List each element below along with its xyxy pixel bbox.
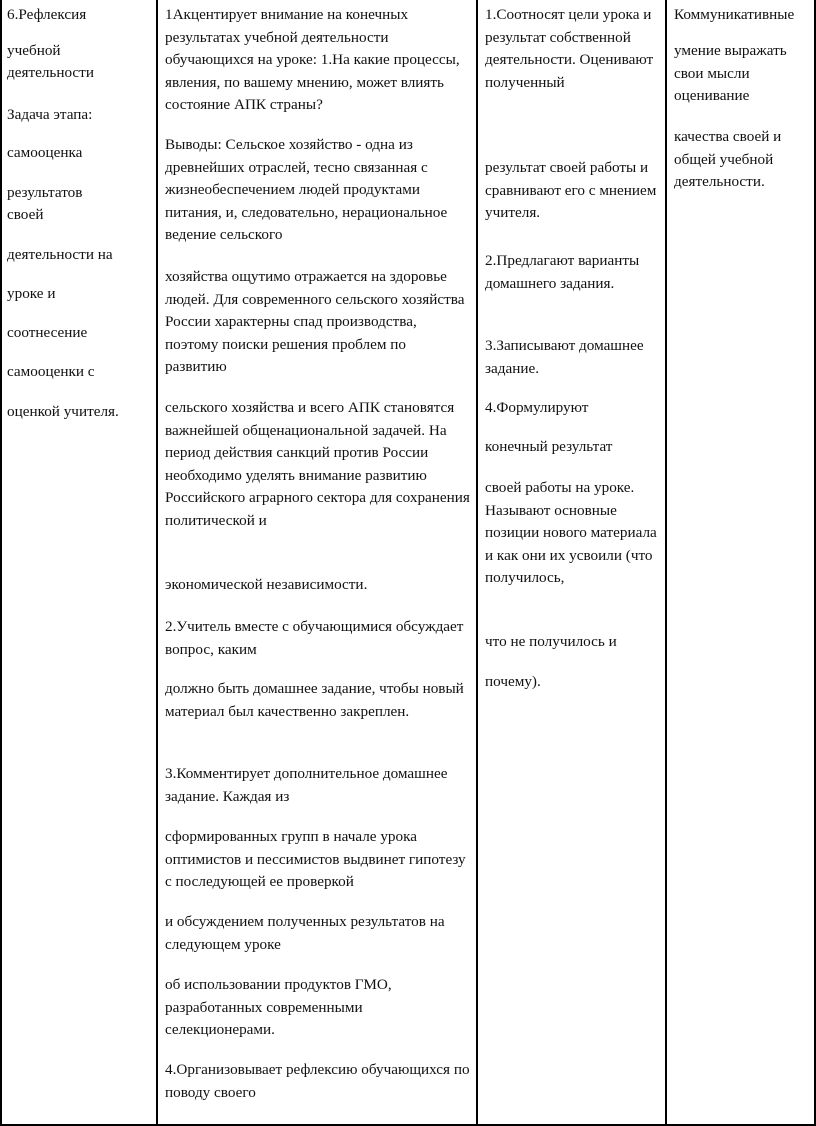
student-paragraph: 4.Формулируют	[485, 399, 589, 416]
competence-paragraph: Коммуникативные	[674, 6, 795, 23]
competence-paragraph: качества своей и общей учебной деятельности.	[674, 128, 782, 191]
teacher-paragraph: экономической независимости.	[165, 576, 368, 593]
stage-line: самооценки с	[7, 363, 95, 380]
stage-line: результатов	[7, 184, 83, 201]
student-paragraph: почему).	[485, 673, 541, 690]
teacher-paragraph: 3.Комментирует дополнительное домашнее задание. Каждая из	[165, 765, 448, 805]
teacher-paragraph: Выводы: Сельское хозяйство - одна из древнейших отраслей, тесно связанная с жизнеобеспечением людей продуктами питания, и, следовательно, нерациональное ведение сельского	[165, 136, 448, 244]
student-paragraph: конечный результат	[485, 438, 613, 455]
stage-line: своей	[7, 206, 44, 223]
column-divider-3	[665, 0, 667, 1126]
column-divider-2	[476, 0, 478, 1126]
stage-line: соотнесение	[7, 324, 88, 341]
teacher-paragraph: и обсуждением полученных результатов на следующем уроке	[165, 913, 445, 953]
student-paragraph: 1.Соотносят цели урока и результат собственной деятельности. Оценивают полученный	[485, 6, 654, 91]
student-paragraph: своей работы на уроке. Называют основные позиции нового материала и как они их усвоили (что получилось,	[485, 479, 657, 587]
stage-line: учебной	[7, 42, 61, 59]
teacher-paragraph: хозяйства ощутимо отражается на здоровье людей. Для современного сельского хозяйства России характерны спад производства, поэтому поиски решения проблем по развитию	[165, 268, 465, 376]
stage-line: самооценка	[7, 144, 83, 161]
student-paragraph: 3.Записывают домашнее задание.	[485, 337, 644, 377]
competence-paragraph: умение выражать свои мысли оценивание	[674, 42, 787, 105]
teacher-paragraph: об использовании продуктов ГМО, разработанных современными селекционерами.	[165, 976, 392, 1039]
stage-line: оценкой учителя.	[7, 403, 119, 420]
stage-line: Задача этапа:	[7, 106, 93, 123]
stage-line: уроке и	[7, 285, 56, 302]
table-border-left	[0, 0, 2, 1126]
teacher-paragraph: 2.Учитель вместе с обучающимися обсуждает вопрос, каким	[165, 618, 464, 658]
teacher-paragraph: сформированных групп в начале урока оптимистов и пессимистов выдвинет гипотезу с последующей ее проверкой	[165, 828, 466, 891]
stage-line: деятельности на	[7, 246, 113, 263]
student-paragraph: результат своей работы и сравнивают его с мнением учителя.	[485, 159, 657, 222]
student-paragraph: 2.Предлагают варианты домашнего задания.	[485, 252, 640, 292]
teacher-paragraph: 1Акцентирует внимание на конечных результатах учебной деятельности обучающихся на уроке: 1.На какие процессы, явления, по вашему мнению, может влиять состояние АПК страны?	[165, 6, 460, 114]
stage-line: деятельности	[7, 64, 94, 81]
student-paragraph: что не получилось и	[485, 633, 617, 650]
teacher-paragraph: сельского хозяйства и всего АПК становятся важнейшей общенациональной задачей. На период действия санкций против России необходимо уделять внимание развитию Российского аграрного сектора для сохранения политической и	[165, 399, 470, 529]
teacher-paragraph: 4.Организовывает рефлексию обучающихся по поводу своего	[165, 1061, 470, 1101]
column-divider-1	[156, 0, 158, 1126]
teacher-paragraph: должно быть домашнее задание, чтобы новый материал был качественно закреплен.	[165, 680, 464, 720]
stage-line: 6.Рефлексия	[7, 6, 87, 23]
